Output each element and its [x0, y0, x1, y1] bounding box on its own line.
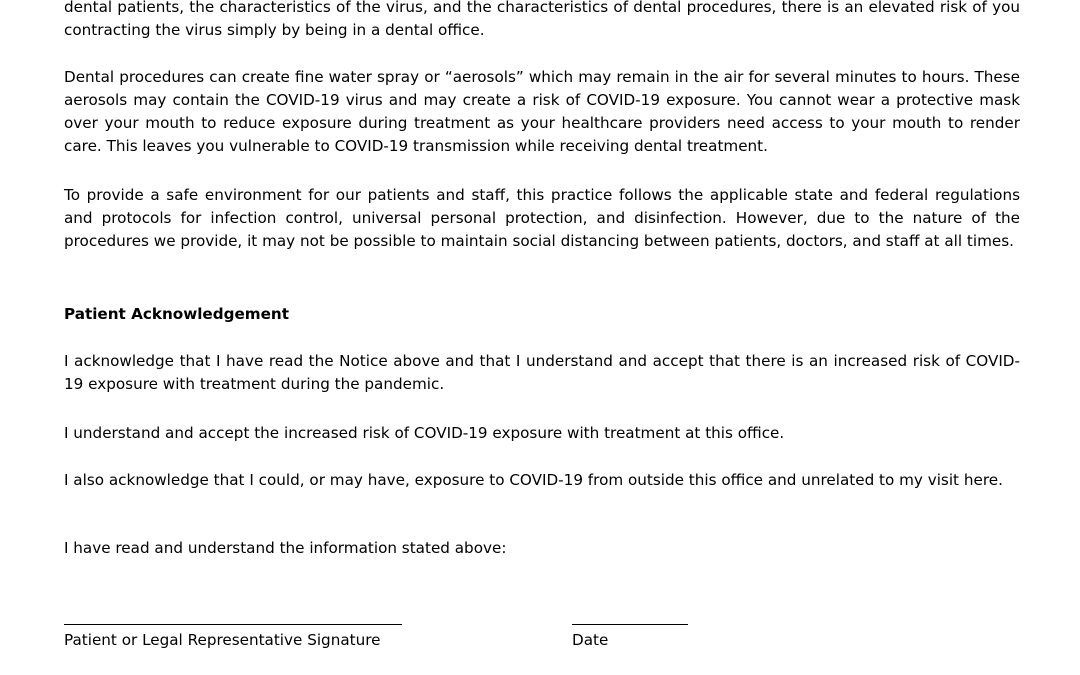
read-understand-statement: I have read and understand the information stated above:	[64, 539, 507, 557]
acknowledgement-statement-1: I acknowledge that I have read the Notice above and that I understand and accept that there is an increased risk of COVID-19 exposure with treatment during the pandemic.	[64, 352, 1020, 393]
acknowledgement-statement-3: I also acknowledge that I could, or may have, exposure to COVID-19 from outside this office and unrelated to my visit here.	[64, 471, 1003, 489]
acknowledgement-statement-2: I understand and accept the increased risk of COVID-19 exposure with treatment at this office.	[64, 424, 785, 442]
acknowledgement-heading: Patient Acknowledgement	[64, 305, 289, 323]
aerosol-paragraph: Dental procedures can create fine water spray or “aerosols” which may remain in the air for several minutes to hours. These aerosols may contain the COVID-19 virus and may create a risk of COVID-19 exposure. You cannot wear a protective mask over your mouth to reduce exposure during treatment as your healthcare providers need access to your mouth to render care. This leaves you vulnerable to COVID-19 transmission while receiving dental treatment.	[64, 68, 1020, 155]
signature-label: Patient or Legal Representative Signature	[64, 631, 381, 649]
signature-line[interactable]	[64, 624, 402, 625]
risk-paragraph: dental patients, the characteristics of the virus, and the characteristics of dental procedures, there is an elevated risk of you contracting the virus simply by being in a dental office.	[64, 0, 1020, 39]
date-line[interactable]	[572, 624, 688, 625]
date-label: Date	[572, 631, 609, 649]
safety-protocol-paragraph: To provide a safe environment for our patients and staff, this practice follows the applicable state and federal regulations and protocols for infection control, universal personal protection, and disinfection. However, due to the nature of the procedures we provide, it may not be possible to maintain social distancing between patients, doctors, and staff at all times.	[64, 186, 1020, 250]
